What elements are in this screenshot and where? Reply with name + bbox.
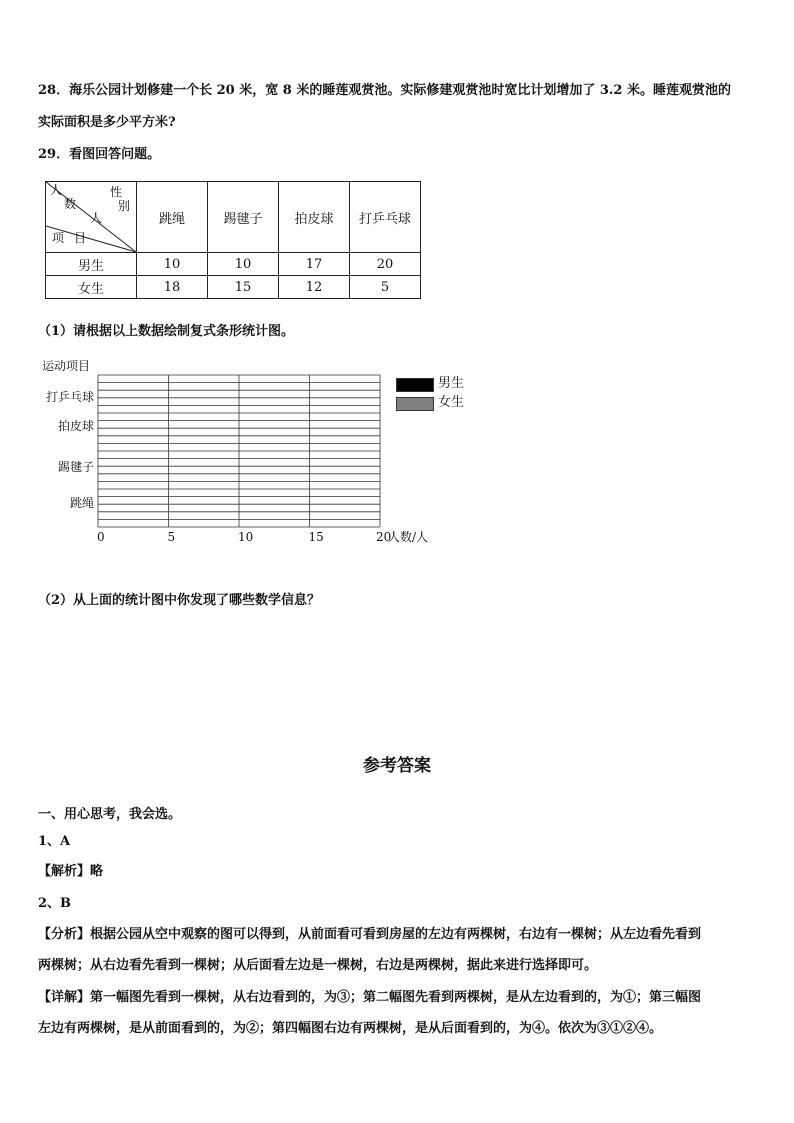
table-cell: 20 (350, 253, 421, 276)
x-tick-label: 0 (97, 530, 105, 544)
row-label-boys: 男生 (46, 253, 137, 276)
x-tick-label: 20 (376, 530, 392, 544)
corner-mu: 目 (74, 231, 87, 245)
header-tiaosheng: 跳绳 (137, 182, 208, 253)
answers-heading: 参考答案 (363, 756, 431, 776)
category-label: 跳绳 (69, 496, 94, 510)
answer-1: 1、A (38, 834, 71, 849)
analysis-line1: 【分析】根据公园从空中观察的图可以得到，从前面看可看到房屋的左边有两棵树，右边有一棵树；从左边看先看到 (38, 927, 702, 942)
q28-line1: 28．海乐公园计划修建一个长 20 米，宽 8 米的睡莲观赏池。实际修建观赏池时宽比计划增加了 3.2 米。睡莲观赏池的 (38, 83, 731, 98)
q29-title: 29．看图回答问题。 (38, 147, 161, 162)
x-axis-label: 人数/人 (388, 530, 429, 544)
table-cell: 18 (137, 276, 208, 299)
answers-section: 一、用心思考，我会选。 (38, 807, 182, 822)
category-label: 打乒乓球 (45, 390, 94, 404)
y-axis-label: 运动项目 (42, 359, 91, 373)
legend-label-girls: 女生 (438, 395, 465, 410)
table-cell: 10 (137, 253, 208, 276)
table-corner-cell (46, 182, 137, 253)
data-table (45, 181, 421, 299)
row-label-girls: 女生 (46, 276, 137, 299)
q29-sub1: （1）请根据以上数据绘制复式条形统计图。 (38, 324, 295, 339)
table-cell: 5 (350, 276, 421, 299)
analysis-line2: 两棵树；从右边看先看到一棵树；从后面看左边是一棵树，右边是两棵树，据此来进行选择即可。 (38, 958, 598, 973)
corner-shu: 数 (64, 197, 77, 211)
header-pingpang: 打乒乓球 (350, 182, 421, 253)
category-label: 踢毽子 (57, 460, 94, 474)
detail-line2: 左边有两棵树，是从前面看到的，为②；第四幅图右边有两棵树，是从后面看到的，为④。依次为③①②④。 (38, 1021, 663, 1036)
legend-label-boys: 男生 (438, 376, 465, 391)
x-tick-label: 10 (238, 530, 254, 544)
corner-bie: 别 (118, 199, 131, 213)
answer-1-note: 【解析】略 (38, 864, 104, 879)
corner-xing: 性 (110, 185, 123, 199)
table-cell: 15 (208, 276, 279, 299)
detail-line1: 【详解】第一幅图先看到一棵树，从右边看到的，为③；第二幅图先看到两棵树，是从左边看到的，为①；第三幅图 (38, 990, 702, 1005)
corner-xiang: 项 (52, 231, 65, 245)
table-cell: 10 (208, 253, 279, 276)
category-label: 拍皮球 (57, 419, 94, 433)
header-paipiqiu: 拍皮球 (279, 182, 350, 253)
x-tick-label: 15 (308, 530, 324, 544)
table-cell: 12 (279, 276, 350, 299)
answer-2: 2、B (38, 896, 72, 911)
corner-ren: 人 (50, 183, 63, 197)
q29-sub2: （2）从上面的统计图中你发现了哪些数学信息？ (38, 593, 321, 608)
corner-ren2: 人 (90, 211, 103, 225)
legend-swatch-boys (396, 378, 434, 392)
table-cell: 17 (279, 253, 350, 276)
legend-swatch-girls (396, 397, 434, 411)
header-tijianzi: 踢毽子 (208, 182, 279, 253)
q28-line2: 实际面积是多少平方米? (38, 115, 176, 130)
x-tick-label: 5 (167, 530, 176, 544)
